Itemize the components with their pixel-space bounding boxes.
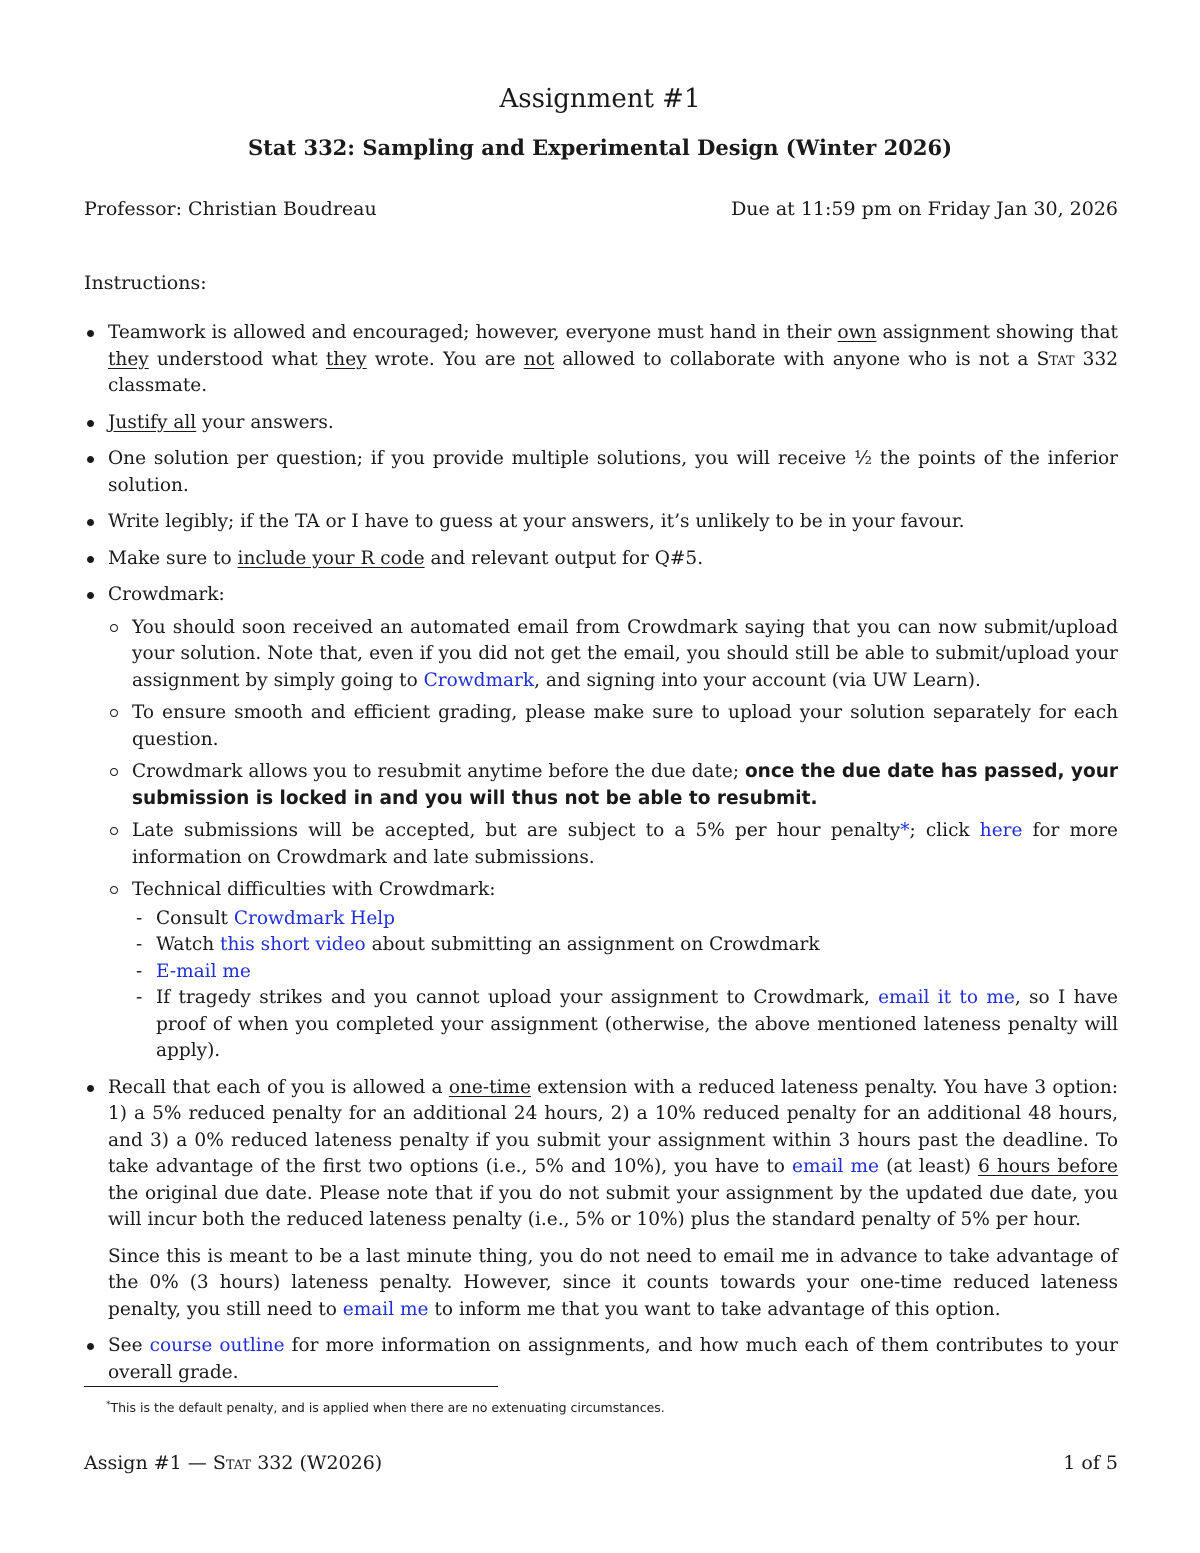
professor-name: Professor: Christian Boudreau [84,198,377,220]
page-number: 1 of 5 [1063,1452,1118,1474]
crowdmark-link[interactable]: Crowdmark [423,669,535,691]
technical-item-email-me [132,959,1118,986]
instructions-list [84,320,1118,1386]
here-link[interactable]: here [979,820,1023,841]
list-item-one-solution: One solution per question; if you provide multiple solutions, you will receive ½ the points of the inferior solution. [84,446,1118,499]
list-item-r-code: Make sure to include your R code and relevant output for Q#5. [84,546,1118,573]
crowdmark-help-link[interactable]: Crowdmark Help [233,907,396,929]
sublist-item-separately: To ensure smooth and efficient grading, please make sure to upload your solution separately for each question. [108,700,1118,753]
short-video-link[interactable]: this short video [220,934,366,955]
email-me-link[interactable]: E-mail me [156,960,251,982]
crowdmark-sublist [108,615,1118,1065]
course-outline-link[interactable]: course outline [149,1335,285,1356]
footnote-mark-link[interactable]: * [900,820,910,841]
instructions-body [84,320,1118,1396]
footnote-rule [84,1386,498,1387]
sublist-item-technical: Technical difficulties with Crowdmark: - Consult Crowdmark Help - Watch this short video about submitting an assignment on Crowdmark - E-mail me - If tragedy strikes and you cannot upload your assignment to Crowdmark, email it to me, so I have proof of when you completed your assignment (otherwise, the above mentioned lateness penalty will apply). [108,877,1118,1065]
course-subtitle: Stat 332: Sampling and Experimental Design (Winter 2026) [247,135,953,160]
email-me-link-extension[interactable]: email me [792,1156,879,1177]
technical-item-tragedy: - If tragedy strikes and you cannot upload your assignment to Crowdmark, email it to me, so I have proof of when you completed your assignment (otherwise, the above mentioned lateness penalty will apply). [132,985,1118,1065]
list-item-crowdmark: Crowdmark: You should soon received an automated email from Crowdmark saying that you can now submit/upload your solution. Note that, even if you did not get the email, you should still be able to submit/upload your assignment by simply going to Crowdmark, and signing into your account (via UW Learn). To ensure smooth and efficient grading, please make sure to upload your solution separately for each question. Crowdmark allows you to resubmit anytime before the due date; once the due date has passed, your submission is locked in and you will thus not be able to resubmit. Late submissions will be accepted, but are subject to a 5% per hour penalty*; click here for more information on Crowdmark and late submissions. Technical difficulties with Crowdmark: - Consult Crowdmark Help - Watch this short video about submitting an assignment on Crowdmark - E-mail me - If tragedy strikes and you cannot upload your assignment to Crowdmark, email it to me, so I have proof of when you completed your assignment (otherwise, the above mentioned lateness penalty will apply). [84,582,1118,1065]
email-me-link-inform[interactable]: email me [342,1298,429,1320]
sublist-item-late: Late submissions will be accepted, but are subject to a 5% per hour penalty*; click here for more information on Crowdmark and late submissions. [108,818,1118,871]
extension-paragraph-1: Recall that each of you is allowed a one-time extension with a reduced lateness penalty. You have 3 option: 1) a 5% reduced penalty for an additional 24 hours, 2) a 10% reduced penalty for an additional 48 hours, and 3) a 0% reduced lateness penalty if you submit your assignment within 3 hours past the deadline. To take advantage of the first two options (i.e., 5% and 10%), you have to email me (at least) 6 hours before the original due date. Please note that if you do not submit your assignment by the updated due date, you will incur both the reduced lateness penalty (i.e., 5% or 10%) plus the standard penalty of 5% per hour. [108,1076,1119,1230]
technical-sublist [132,906,1118,1065]
list-item-legibly: Write legibly; if the TA or I have to guess at your answers, it’s unlikely to be in your favour. [84,509,1118,536]
page-footer [84,1450,1118,1477]
sublist-item-email: You should soon received an automated email from Crowdmark saying that you can now submit/upload your solution. Note that, even if you did not get the email, you should still be able to submit/upload your assignment by simply going to Crowdmark, and signing into your account (via UW Learn). [108,615,1118,695]
list-item-extension [84,1075,1118,1324]
list-item-outline: See course outline for more information on assignments, and how much each of them contributes to your overall grade. [84,1333,1118,1386]
list-item-teamwork: Teamwork is allowed and encouraged; however, everyone must hand in their own assignment showing that they understood what they wrote. You are not allowed to collaborate with anyone who is not a Stat 332 classmate. [84,320,1118,400]
due-date: Due at 11:59 pm on Friday Jan 30, 2026 [731,198,1118,220]
footer-course: Assign #1 — Stat 332 (W2026) [84,1452,383,1474]
instructions-label: Instructions: [84,272,207,294]
list-item-justify: Justify all your answers. [84,410,1118,437]
extension-paragraph-2: Since this is meant to be a last minute thing, you do not need to email me in advance to take advantage of the 0% (3 hours) lateness penalty. However, since it counts towards your one-time reduced lateness penalty, you still need to email me to inform me that you want to take advantage of this option. [108,1245,1118,1320]
page-title: Assignment #1 [499,84,701,114]
email-it-to-me-link[interactable]: email it to me [878,987,1015,1008]
technical-item-watch: - Watch this short video about submitting an assignment on Crowdmark [132,932,1118,959]
footnote: *This is the default penalty, and is applied when there are no extenuating circumstances. [106,1400,665,1416]
info-line [84,196,1118,223]
technical-item-consult: - Consult Crowdmark Help [132,906,1118,933]
sublist-item-resubmit: Crowdmark allows you to resubmit anytime before the due date; once the due date has passed, your submission is locked in and you will thus not be able to resubmit. [108,759,1118,812]
